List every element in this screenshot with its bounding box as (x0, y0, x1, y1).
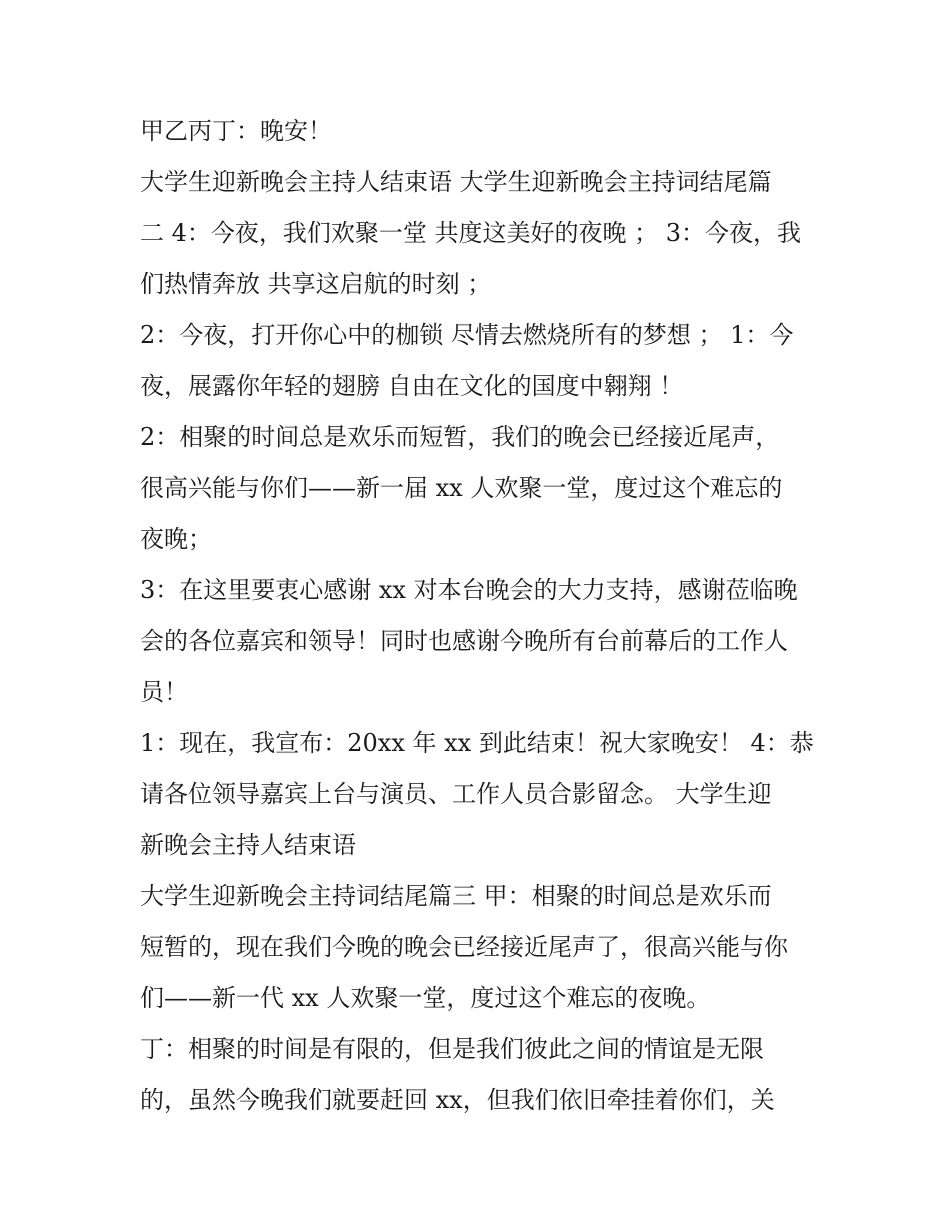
document-body (140, 106, 820, 1126)
text-line: 的，虽然今晚我们就要赶回 xx，但我们依旧牵挂着你们，关 (140, 1086, 775, 1114)
text-line: 新晚会主持人结束语 (140, 831, 356, 859)
text-line: 们热情奔放 共享这启航的时刻 ； (140, 270, 492, 298)
text-line: 2：今夜，打开你心中的枷锁 尽情去燃烧所有的梦想 ； 1：今 (140, 321, 794, 349)
text-line: 甲乙丙丁：晚安！ (140, 117, 332, 145)
text-line: 很高兴能与你们——新一届 xx 人欢聚一堂，度过这个难忘的 (140, 474, 783, 502)
text-line: 夜，展露你年轻的翅膀 自由在文化的国度中翱翔 ！ (140, 372, 684, 400)
text-line: 3：在这里要衷心感谢 xx 对本台晚会的大力支持，感谢莅临晚 (140, 576, 798, 604)
text-line: 二 4：今夜，我们欢聚一堂 共度这美好的夜晚 ； 3：今夜，我 (140, 219, 802, 247)
text-line: 夜晚； (140, 525, 212, 553)
text-line: 2：相聚的时间总是欢乐而短暂，我们的晚会已经接近尾声， (140, 423, 780, 451)
text-line: 1：现在，我宣布：20xx 年 xx 到此结束！祝大家晚安！ 4：恭 (140, 729, 814, 757)
text-line: 们——新一代 xx 人欢聚一堂，度过这个难忘的夜晚。 (140, 984, 711, 1012)
text-line: 丁：相聚的时间是有限的，但是我们彼此之间的情谊是无限 (140, 1035, 764, 1063)
text-line: 大学生迎新晚会主持人结束语 大学生迎新晚会主持词结尾篇 (140, 168, 772, 196)
text-line: 短暂的，现在我们今晚的晚会已经接近尾声了，很高兴能与你 (140, 933, 788, 961)
text-line: 会的各位嘉宾和领导！同时也感谢今晚所有台前幕后的工作人 (140, 627, 788, 655)
text-line: 请各位领导嘉宾上台与演员、工作人员合影留念。 大学生迎 (140, 780, 772, 808)
text-line: 员！ (140, 678, 188, 706)
text-line: 大学生迎新晚会主持词结尾篇三 甲：相聚的时间总是欢乐而 (140, 882, 772, 910)
